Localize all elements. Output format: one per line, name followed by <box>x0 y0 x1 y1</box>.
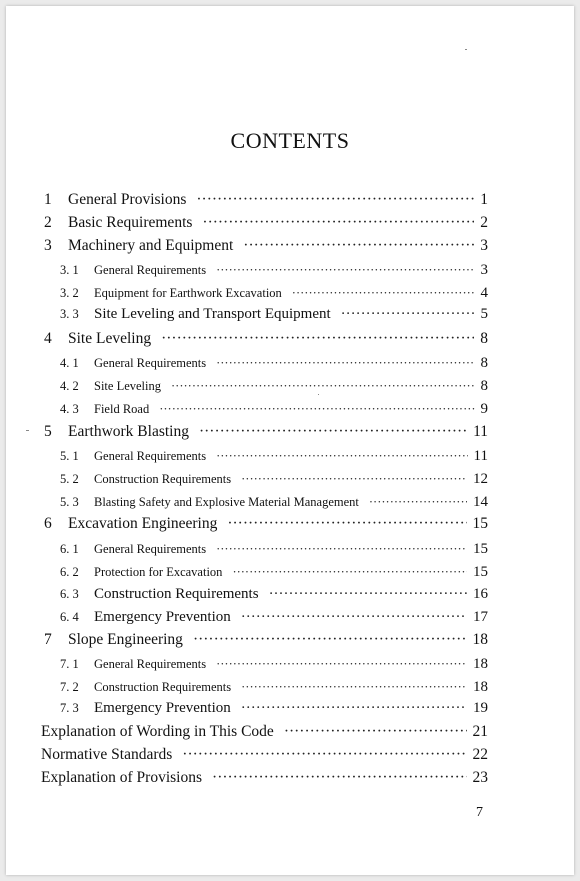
dot-leader <box>216 356 474 371</box>
dot-leader <box>241 700 467 717</box>
dot-leader <box>284 723 467 741</box>
toc-entry-label: Explanation of Provisions <box>41 769 203 786</box>
toc-entry-label: Slope Engineering <box>68 631 183 648</box>
toc-entry-label: General Requirements <box>94 263 207 277</box>
toc-entry-page: 18 <box>473 679 488 695</box>
toc-subentry[interactable] <box>60 586 488 603</box>
toc-backmatter-entry[interactable] <box>41 746 488 764</box>
toc-subentry[interactable] <box>60 700 488 717</box>
dot-leader <box>216 542 467 557</box>
dot-leader <box>182 746 466 764</box>
dot-leader <box>196 191 474 209</box>
toc-entry[interactable] <box>44 237 488 255</box>
toc-entry-label: Equipment for Earthwork Excavation <box>94 286 282 300</box>
toc-entry-page: 2 <box>480 214 488 231</box>
dot-leader <box>216 263 474 278</box>
contents-title: CONTENTS <box>230 128 350 153</box>
toc-entry-page: 15 <box>473 564 488 580</box>
toc-subentry[interactable] <box>60 471 488 488</box>
toc-entry-label: Normative Standards <box>41 746 173 763</box>
dot-leader <box>159 402 474 417</box>
dot-leader <box>243 237 474 255</box>
toc-entry-number: 5 <box>44 423 52 440</box>
toc-entry-label: Construction Requirements <box>94 680 232 694</box>
toc-entry-number: 5. 1 <box>60 449 79 463</box>
toc-entry-label: Emergency Prevention <box>94 609 231 625</box>
toc-entry-number: 4. 3 <box>60 402 79 416</box>
toc-entry-page: 3 <box>480 262 488 278</box>
toc-entry-number: 1 <box>44 191 52 208</box>
toc-subentry[interactable] <box>60 306 488 323</box>
toc-entry[interactable] <box>44 631 488 649</box>
toc-entry-number: 7. 2 <box>60 680 79 694</box>
dot-leader <box>241 472 467 487</box>
toc-entry-page: 3 <box>480 237 488 254</box>
dot-leader <box>199 423 467 441</box>
toc-subentry[interactable] <box>60 609 488 626</box>
toc-entry-page: 1 <box>480 191 488 208</box>
toc-entry-number: 6. 2 <box>60 565 79 579</box>
toc-subentry[interactable] <box>60 378 488 395</box>
toc-entry-page: 11 <box>473 448 488 464</box>
toc-entry-number: 7. 1 <box>60 657 79 671</box>
toc-subentry[interactable] <box>60 494 488 511</box>
toc-entry-label: Excavation Engineering <box>68 515 218 532</box>
toc-entry[interactable] <box>44 214 488 232</box>
toc-entry-page: 14 <box>473 494 488 510</box>
toc-subentry[interactable] <box>60 656 488 673</box>
toc-entry-page: 9 <box>480 401 488 417</box>
toc-entry-page: 18 <box>473 656 488 672</box>
toc-entry-page: 8 <box>480 355 488 371</box>
toc-entry-number: 5. 3 <box>60 495 79 509</box>
toc-entry[interactable] <box>44 515 488 533</box>
toc-entry-page: 22 <box>472 746 488 763</box>
page-number: 7 <box>476 805 483 820</box>
toc-entry[interactable] <box>44 191 488 209</box>
toc-entry-label: General Requirements <box>94 356 207 370</box>
toc-entry-label: Site Leveling <box>94 379 161 393</box>
toc-subentry[interactable] <box>60 355 488 372</box>
toc-entry-page: 8 <box>480 330 488 347</box>
document-page <box>6 6 574 875</box>
toc-entry-label: General Requirements <box>94 542 207 556</box>
toc-entry-number: 2 <box>44 214 52 231</box>
toc-subentry[interactable] <box>60 285 488 302</box>
toc-entry-number: 3. 2 <box>60 286 79 300</box>
toc-entry-label: Field Road <box>94 402 150 416</box>
dot-leader <box>216 657 467 672</box>
toc-entry-page: 15 <box>472 515 488 532</box>
dot-leader <box>241 609 467 626</box>
dot-leader <box>216 449 467 464</box>
toc-entry-page: 21 <box>472 723 488 740</box>
toc-entry-page: 17 <box>473 609 488 625</box>
toc-entry[interactable] <box>44 423 488 441</box>
dot-leader <box>232 565 467 580</box>
toc-entry-label: Earthwork Blasting <box>68 423 189 440</box>
toc-entry-page: 16 <box>473 586 488 602</box>
toc-entry-label: Machinery and Equipment <box>68 237 234 254</box>
toc-subentry[interactable] <box>60 679 488 696</box>
toc-entry-number: 3. 3 <box>60 307 79 321</box>
toc-entry-label: Protection for Excavation <box>94 565 223 579</box>
dot-leader <box>212 769 466 787</box>
scan-speck <box>465 49 467 50</box>
dot-leader <box>341 306 475 323</box>
dot-leader <box>193 631 467 649</box>
toc-backmatter-entry[interactable] <box>41 769 488 787</box>
scan-speck <box>318 394 319 395</box>
toc-entry-label: Site Leveling <box>68 330 152 347</box>
toc-entry-page: 11 <box>473 423 488 440</box>
toc-entry-number: 7. 3 <box>60 701 79 715</box>
toc-entry-page: 5 <box>480 306 488 322</box>
toc-entry-page: 18 <box>472 631 488 648</box>
toc-entry-number: 4 <box>44 330 52 347</box>
toc-entry-page: 19 <box>473 700 488 716</box>
toc-subentry[interactable] <box>60 564 488 581</box>
toc-subentry[interactable] <box>60 448 488 465</box>
toc-entry-number: 4. 1 <box>60 356 79 370</box>
dot-leader <box>269 586 467 603</box>
toc-entry-page: 23 <box>472 769 488 786</box>
toc-entry-number: 4. 2 <box>60 379 79 393</box>
toc-entry-label: Construction Requirements <box>94 586 259 602</box>
toc-entry-page: 4 <box>480 285 488 301</box>
toc-entry-label: General Provisions <box>68 191 187 208</box>
toc-entry-number: 6. 1 <box>60 542 79 556</box>
toc-entry-label: Construction Requirements <box>94 472 232 486</box>
toc-entry-number: 3. 1 <box>60 263 79 277</box>
toc-entry-label: Basic Requirements <box>68 214 193 231</box>
dot-leader <box>171 379 475 394</box>
toc-backmatter-entry[interactable] <box>41 723 488 741</box>
toc-entry-page: 15 <box>473 541 488 557</box>
dot-leader <box>202 214 474 232</box>
toc-subentry[interactable] <box>60 541 488 558</box>
toc-entry-label: General Requirements <box>94 657 207 671</box>
toc-entry-page: 8 <box>480 378 488 394</box>
dot-leader <box>292 286 475 301</box>
toc-entry-number: 6. 3 <box>60 587 79 601</box>
dot-leader <box>369 495 467 510</box>
toc-entry-label: Site Leveling and Transport Equipment <box>94 306 331 322</box>
dot-leader <box>161 330 474 348</box>
scan-speck <box>26 430 29 431</box>
toc-entry[interactable] <box>44 330 488 348</box>
toc-entry-label: Emergency Prevention <box>94 700 231 716</box>
dot-leader <box>241 680 467 695</box>
toc-entry-number: 6. 4 <box>60 610 79 624</box>
toc-entry-label: General Requirements <box>94 449 207 463</box>
toc-entry-number: 6 <box>44 515 52 532</box>
toc-entry-number: 7 <box>44 631 52 648</box>
toc-entry-number: 3 <box>44 237 52 254</box>
toc-subentry[interactable] <box>60 401 488 418</box>
toc-entry-number: 5. 2 <box>60 472 79 486</box>
toc-entry-page: 12 <box>473 471 488 487</box>
toc-entry-label: Explanation of Wording in This Code <box>41 723 274 740</box>
toc-subentry[interactable] <box>60 262 488 279</box>
dot-leader <box>227 515 466 533</box>
toc-entry-label: Blasting Safety and Explosive Material Management <box>94 495 359 509</box>
